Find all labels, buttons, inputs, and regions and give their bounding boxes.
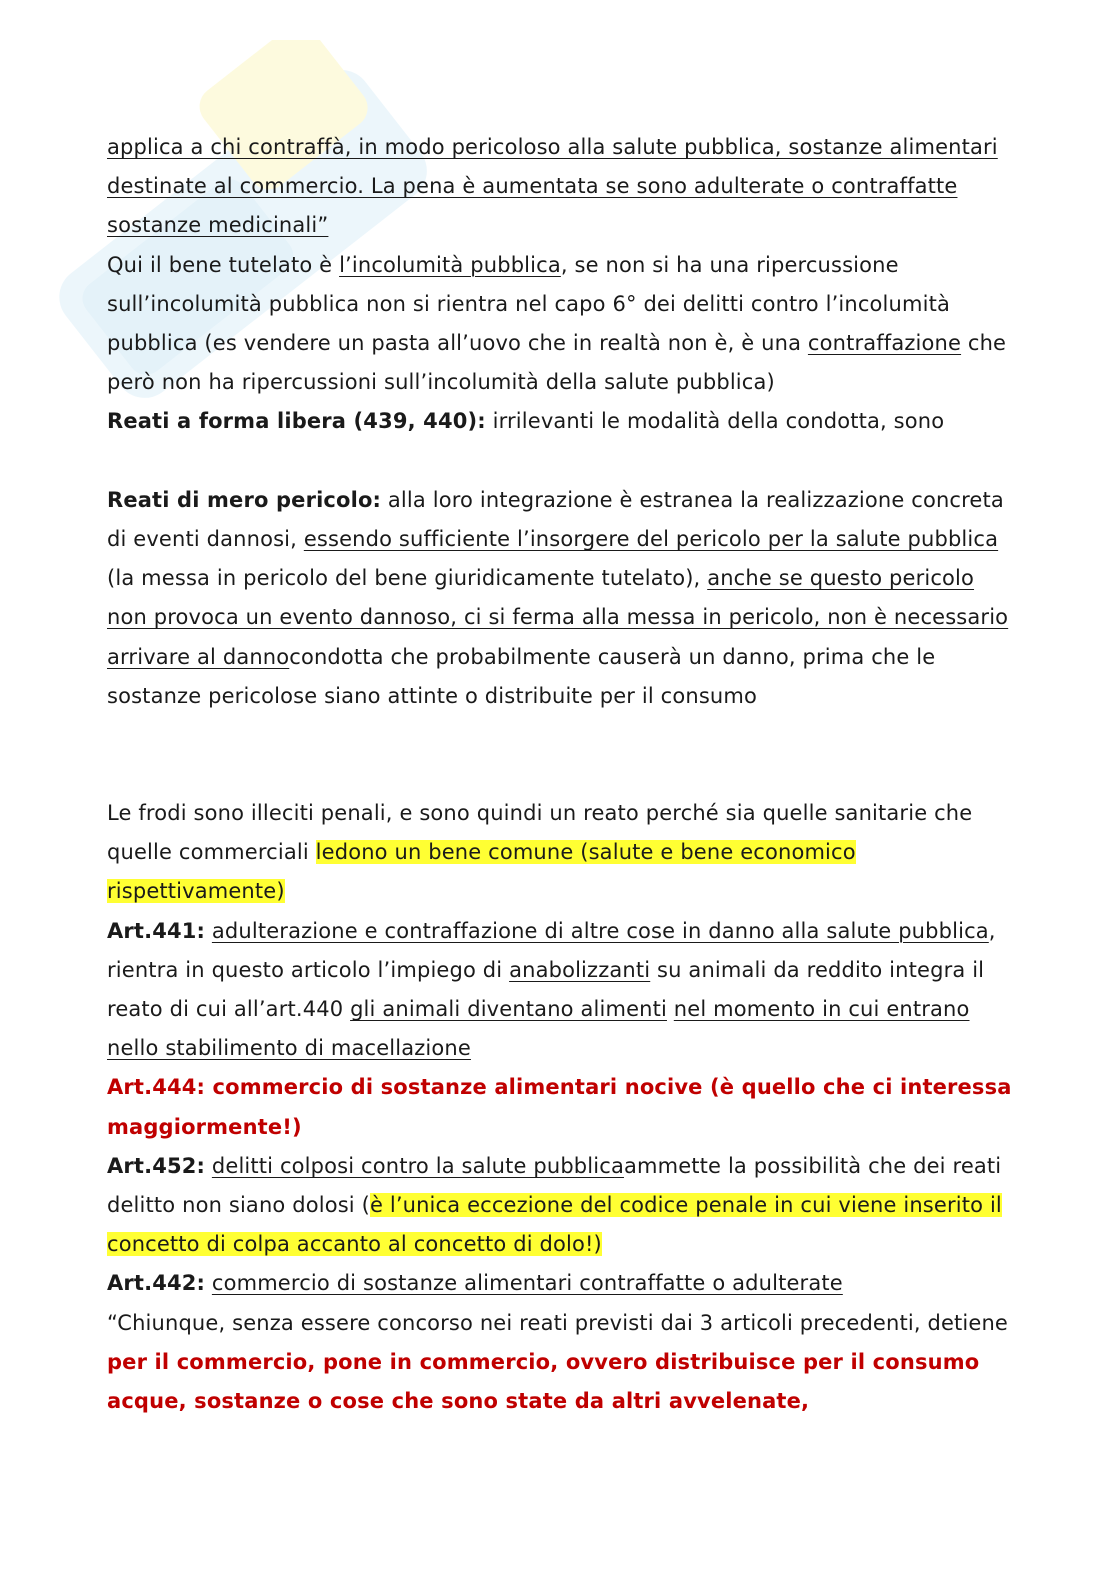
article-label: Art.452: — [107, 1153, 206, 1178]
underlined-term: commercio di sostanze alimentari contraffatte o adulterate — [211, 1271, 843, 1296]
red-bold-heading: Art.444: commercio di sostanze alimentari nocive (è quello che ci interessa maggiormente!) — [107, 1075, 1012, 1139]
text-segment: che però non ha ripercussioni sull’incolumità della salute pubblica) — [107, 331, 1007, 395]
underlined-term: contraffazione — [807, 331, 962, 356]
underlined-term: gli animali diventano alimenti — [350, 997, 667, 1022]
bold-heading: Reati a forma libera (439, 440): — [107, 409, 486, 434]
highlighted-text: è l’unica eccezione del codice penale in cui viene inserito il concetto di colpa accanto al concetto di dolo!) — [107, 1193, 1002, 1257]
paragraph-art-452 — [107, 1147, 1012, 1265]
paragraph-frodi — [107, 794, 1012, 912]
text-segment: alla loro integrazione è estranea la realizzazione concreta di eventi dannosi, — [107, 487, 1004, 552]
text-segment: , rientra in questo articolo l’impiego di — [107, 918, 996, 982]
paragraph-art-444 — [107, 1068, 1012, 1146]
article-label: Art.442: — [107, 1271, 206, 1296]
paragraph-reati-mero-pericolo — [107, 481, 1012, 716]
text-segment: (la messa in pericolo del bene giuridicamente tutelato), — [107, 566, 708, 591]
text-segment: “Chiunque, senza essere concorso nei reati previsti dai 3 articoli precedenti, detiene — [107, 1310, 1008, 1335]
bold-heading: Reati di mero pericolo: — [107, 487, 382, 512]
text-segment: condotta che probabilmente causerà un danno, prima che le sostanze pericolose siano attinte o distribuite per il consumo — [107, 644, 936, 708]
paragraph-art-442 — [107, 1264, 1012, 1303]
paragraph-quote-end — [107, 128, 1012, 246]
text-segment: su animali da reddito integra il reato di cui all’art.440 — [107, 957, 985, 1022]
document-body — [107, 128, 1012, 1421]
underlined-term: essendo sufficiente l’insorgere del pericolo per la salute pubblica — [303, 527, 999, 552]
underlined-term: delitti colposi contro la salute pubblica — [211, 1153, 624, 1178]
text-segment: irrilevanti le modalità della condotta, sono — [485, 409, 945, 434]
text-segment: , se non si ha una ripercussione sull’incolumità pubblica non si rientra nel capo 6° dei delitti contro l’incolumità pubblica (es vendere un pasta all’uovo che in realtà non è, è una — [107, 252, 950, 356]
underlined-term: nel momento in cui entrano nello stabilimento di macellazione — [107, 997, 970, 1061]
underlined-quote: applica a chi contraffà, in modo pericoloso alla salute pubblica, sostanze alimentari destinate al commercio. La pena è aumentata se sono adulterate o contraffatte sostanze medicinali” — [107, 135, 998, 238]
text-segment: Qui il bene tutelato è — [107, 252, 340, 277]
paragraph-bene-tutelato — [107, 246, 1012, 403]
paragraph-chiunque-quote — [107, 1304, 1012, 1422]
paragraph-reati-forma-libera — [107, 402, 1012, 480]
text-segment: ammette la possibilità che dei reati delitto non siano dolosi ( — [107, 1153, 1002, 1218]
text-segment: Le frodi sono illeciti penali, e sono quindi un reato perché sia quelle sanitarie che quelle commerciali — [107, 801, 973, 865]
underlined-term: adulterazione e contraffazione di altre cose in danno alla salute pubblica — [211, 918, 989, 943]
underlined-term: anche se questo pericolo non provoca un evento dannoso, ci si ferma alla messa in pericolo, non è necessario arrivare al danno — [107, 566, 1009, 669]
spacer — [107, 716, 1012, 794]
red-bold-text: per il commercio, pone in commercio, ovvero distribuisce per il consumo acque, sostanze o cose che sono state da altri avvelenate, — [107, 1349, 980, 1414]
underlined-term: anabolizzanti — [509, 957, 651, 982]
article-label: Art.441: — [107, 918, 206, 943]
paragraph-art-441 — [107, 912, 1012, 1069]
underlined-term: l’incolumità pubblica — [339, 252, 561, 277]
highlighted-text: ledono un bene comune (salute e bene economico rispettivamente) — [107, 840, 856, 904]
